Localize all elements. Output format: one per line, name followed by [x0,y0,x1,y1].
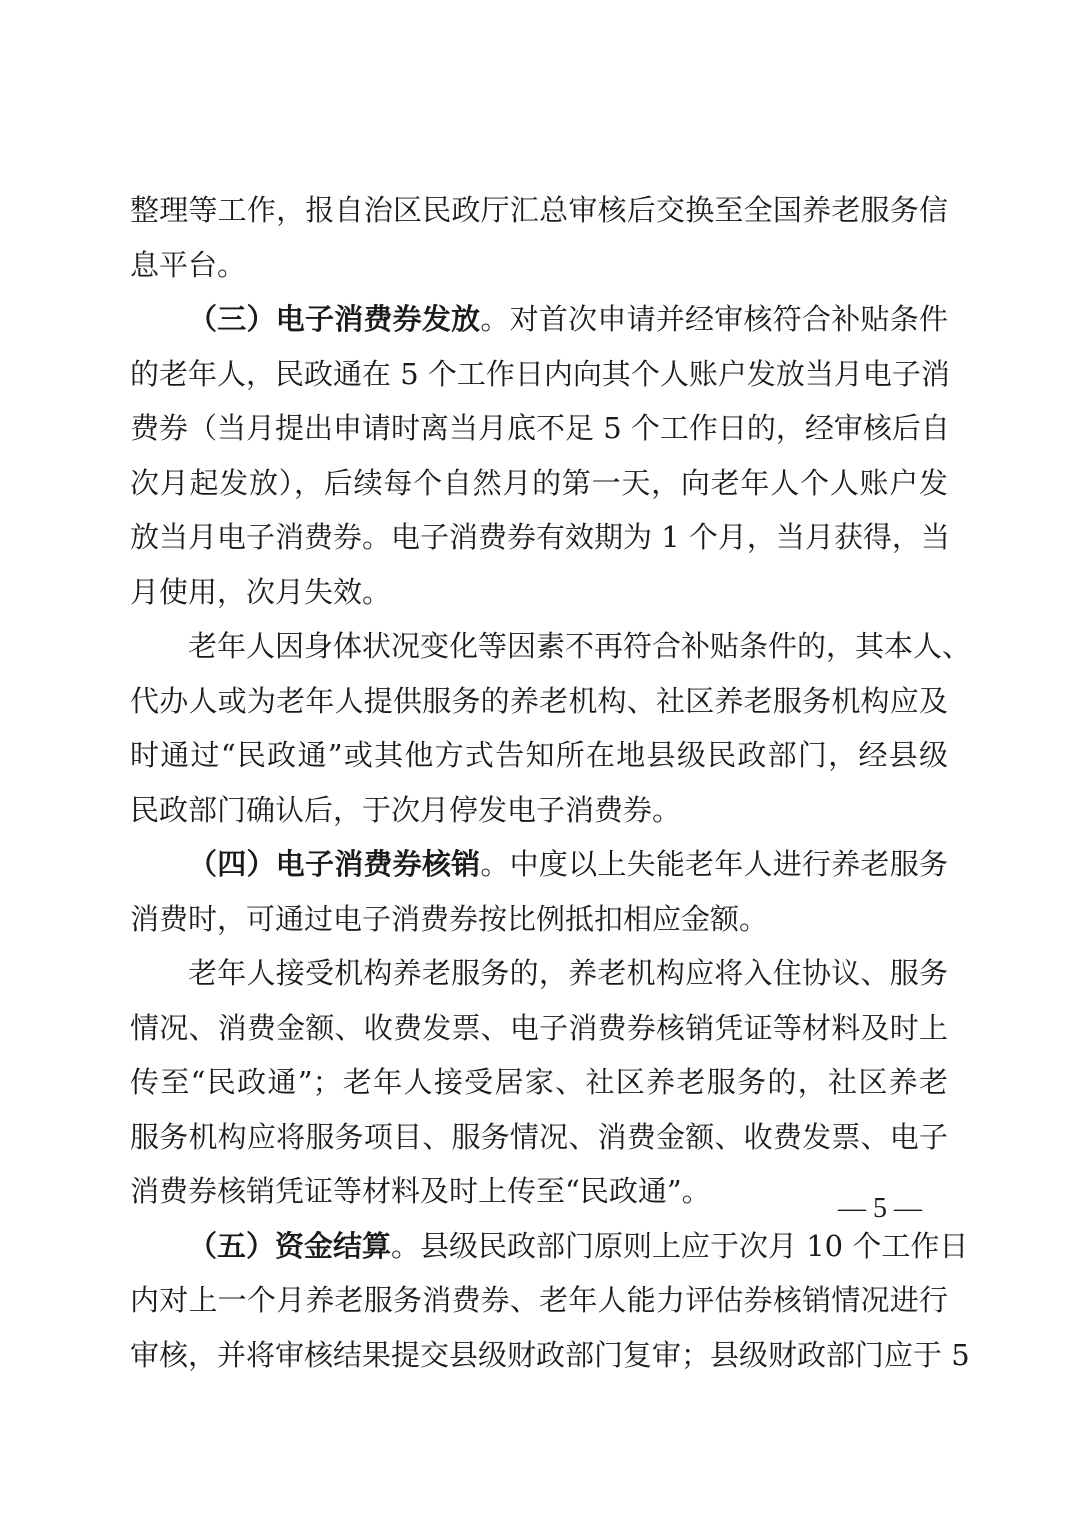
section-heading: （三）电子消费券发放 [188,302,481,336]
body-text: 情况、消费金额、收费发票、电子消费券核销凭证等材料及时上 [130,1010,948,1045]
text-line [130,892,948,947]
body-text: 传至“民政通”；老年人接受居家、社区养老服务的，社区养老 [130,1065,948,1099]
text-line [130,183,948,238]
section-heading: （四）电子消费券核销 [188,847,481,881]
text-line [130,1328,970,1383]
body-text: 。对首次申请并经审核符合补贴条件 [480,302,948,336]
body-text: 月使用，次月失效。 [130,574,392,609]
page-number: — 5 — [838,1193,922,1224]
body-text: 次月起发放），后续每个自然月的第一天，向老年人个人账户发 [130,465,948,500]
body-text: 时通过“民政通”或其他方式告知所在地县级民政部门，经县级 [130,738,948,772]
text-line [130,837,948,892]
document-body [130,183,972,1382]
text-line [130,1001,948,1056]
body-text: 整理等工作，报自治区民政厅汇总审核后交换至全国养老服务信 [130,193,948,227]
text-line [130,619,972,674]
body-text: 内对上一个月养老服务消费券、老年人能力评估券核销情况进行 [130,1283,948,1317]
text-line [130,565,948,620]
text-line [130,1273,948,1328]
body-text: 消费时，可通过电子消费券按比例抵扣相应金额。 [130,901,769,936]
text-line [130,674,948,729]
text-line [130,510,948,565]
body-text: 的老年人，民政通在 5 个工作日内向其个人账户发放当月电子消 [130,356,950,391]
section-heading: （五）资金结算 [188,1228,392,1263]
text-line [130,783,948,838]
body-text: 服务机构应将服务项目、服务情况、消费金额、收费发票、电子 [130,1119,948,1154]
body-text: 审核，并将审核结果提交县级财政部门复审；县级财政部门应于 5 [130,1337,970,1372]
text-line [130,1164,948,1219]
body-text: 费券（当月提出申请时离当月底不足 5 个工作日的，经审核后自 [130,411,950,445]
body-text: 。县级民政部门原则上应于次月 10 个工作日 [391,1228,969,1263]
text-line [130,728,948,783]
text-line [130,1110,948,1165]
text-line [130,347,948,402]
body-text: 老年人接受机构养老服务的，养老机构应将入住协议、服务 [188,956,948,990]
body-text: 消费券核销凭证等材料及时上传至“民政通”。 [130,1174,711,1208]
body-text: 放当月电子消费券。电子消费券有效期为 1 个月，当月获得，当 [130,520,950,554]
text-line [130,238,948,293]
body-text: 息平台。 [130,247,247,282]
body-text: 代办人或为老年人提供服务的养老机构、社区养老服务机构应及 [130,683,948,718]
body-text: 民政部门确认后，于次月停发电子消费券。 [130,792,682,827]
body-text: 。中度以上失能老年人进行养老服务 [480,847,948,881]
text-line [130,1219,969,1274]
body-text: 老年人因身体状况变化等因素不再符合补贴条件的，其本人、 [188,629,972,663]
text-line [130,946,948,1001]
text-line [130,1055,948,1110]
text-line [130,456,948,511]
text-line [130,401,948,456]
text-line [130,292,948,347]
